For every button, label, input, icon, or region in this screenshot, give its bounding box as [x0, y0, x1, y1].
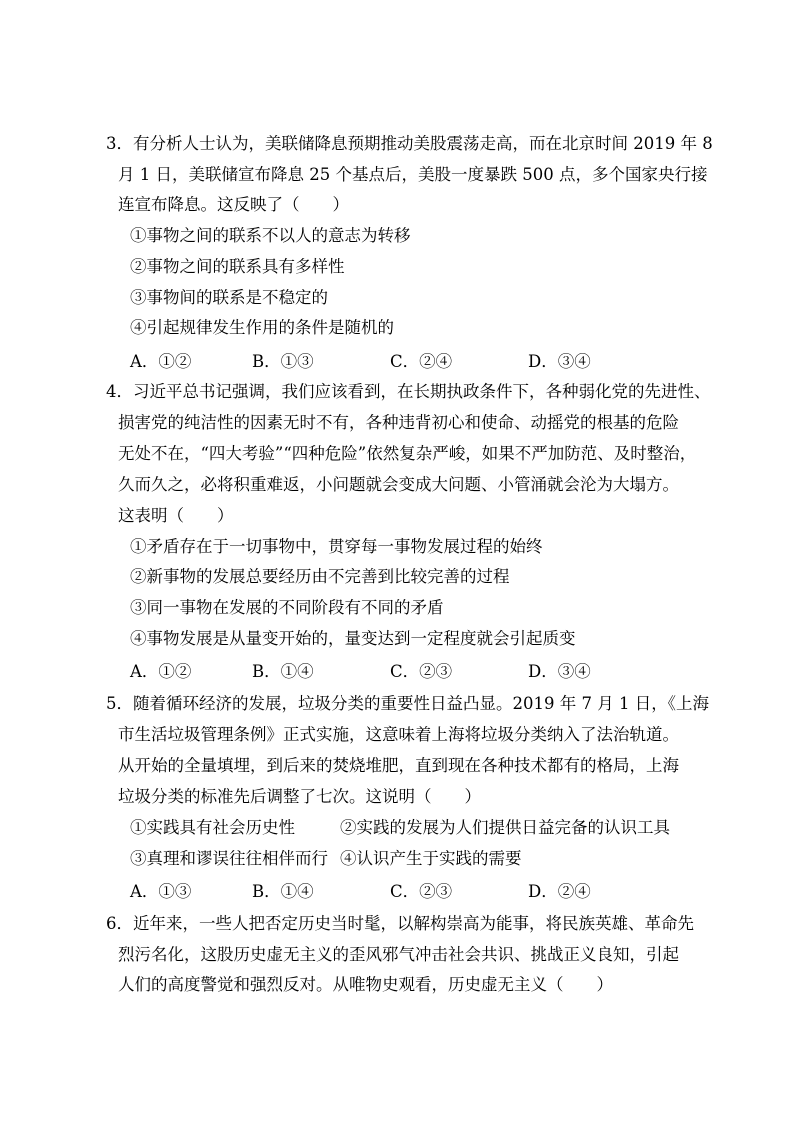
option-line: ④认识产生于实践的需要	[340, 849, 522, 868]
question-stem-line: 4．习近平总书记强调，我们应该看到，在长期执政条件下，各种弱化党的先进性、	[106, 382, 711, 401]
question-stem-line: 市生活垃圾管理条例》正式实施，这意味着上海将垃圾分类纳入了法治轨道。	[118, 725, 679, 744]
question-stem-line: 6．近年来，一些人把否定历史当时髦，以解构崇高为能事，将民族英雄、革命先	[106, 914, 694, 933]
option-line: ③真理和谬误往往相伴而行	[130, 849, 328, 868]
question-stem-line: 人们的高度警觉和强烈反对。从唯物史观看，历史虚无主义（ ）	[118, 975, 613, 994]
question-stem-line: 从开始的全量填埋，到后来的焚烧堆肥，直到现在各种技术都有的格局，上海	[118, 756, 679, 775]
question-stem-line: 烈污名化，这股历史虚无主义的歪风邪气冲击社会共识、挑战正义良知，引起	[118, 945, 679, 964]
question-stem-line: 3．有分析人士认为，美联储降息预期推动美股震荡走高，而在北京时间 2019 年 8	[106, 134, 713, 153]
question-stem-line: 连宣布降息。这反映了（ ）	[118, 195, 349, 214]
option-line: ②事物之间的联系具有多样性	[130, 257, 345, 276]
answer-choice-c: C．②③	[390, 662, 453, 681]
question-stem-line: 5．随着循环经济的发展，垃圾分类的重要性日益凸显。2019 年 7 月 1 日，《上海	[106, 694, 709, 713]
question-stem-line: 这表明（ ）	[118, 506, 234, 525]
option-line: ①矛盾存在于一切事物中，贯穿每一事物发展过程的始终	[130, 537, 543, 556]
question-stem-line: 损害党的纯洁性的因素无时不有，各种违背初心和使命、动摇党的根基的危险	[118, 413, 679, 432]
answer-choice-d: D．③④	[528, 662, 591, 681]
answer-choice-b: B．①③	[252, 352, 314, 371]
question-stem-line: 月 1 日，美联储宣布降息 25 个基点后，美股一度暴跌 500 点，多个国家央行接	[118, 165, 708, 184]
question-stem-line: 久而久之，必将积重难返，小问题就会变成大问题、小管涌就会沦为大塌方。	[118, 475, 679, 494]
answer-choice-b: B．①④	[252, 662, 314, 681]
question-stem-line: 垃圾分类的标准先后调整了七次。这说明（ ）	[118, 787, 481, 806]
answer-choice-b: B．①④	[252, 882, 314, 901]
option-line: ①实践具有社会历史性	[130, 818, 295, 837]
option-line: ④事物发展是从量变开始的，量变达到一定程度就会引起质变	[130, 629, 576, 648]
option-line: ③同一事物在发展的不同阶段有不同的矛盾	[130, 598, 444, 617]
option-line: ②实践的发展为人们提供日益完备的认识工具	[340, 818, 670, 837]
option-line: ②新事物的发展总要经历由不完善到比较完善的过程	[130, 567, 510, 586]
answer-choice-c: C．②③	[390, 882, 453, 901]
question-stem-line: 无处不在，“四大考验”“四种危险”依然复杂严峻，如果不严加防范、及时整治，	[118, 444, 697, 463]
option-line: ①事物之间的联系不以人的意志为转移	[130, 226, 411, 245]
option-line: ④引起规律发生作用的条件是随机的	[130, 318, 394, 337]
option-line: ③事物间的联系是不稳定的	[130, 288, 328, 307]
answer-choice-a: A．①②	[130, 662, 192, 681]
answer-choice-c: C．②④	[390, 352, 453, 371]
answer-choice-a: A．①②	[130, 352, 192, 371]
answer-choice-d: D．③④	[528, 352, 591, 371]
answer-choice-a: A．①③	[130, 882, 192, 901]
answer-choice-d: D．②④	[528, 882, 591, 901]
